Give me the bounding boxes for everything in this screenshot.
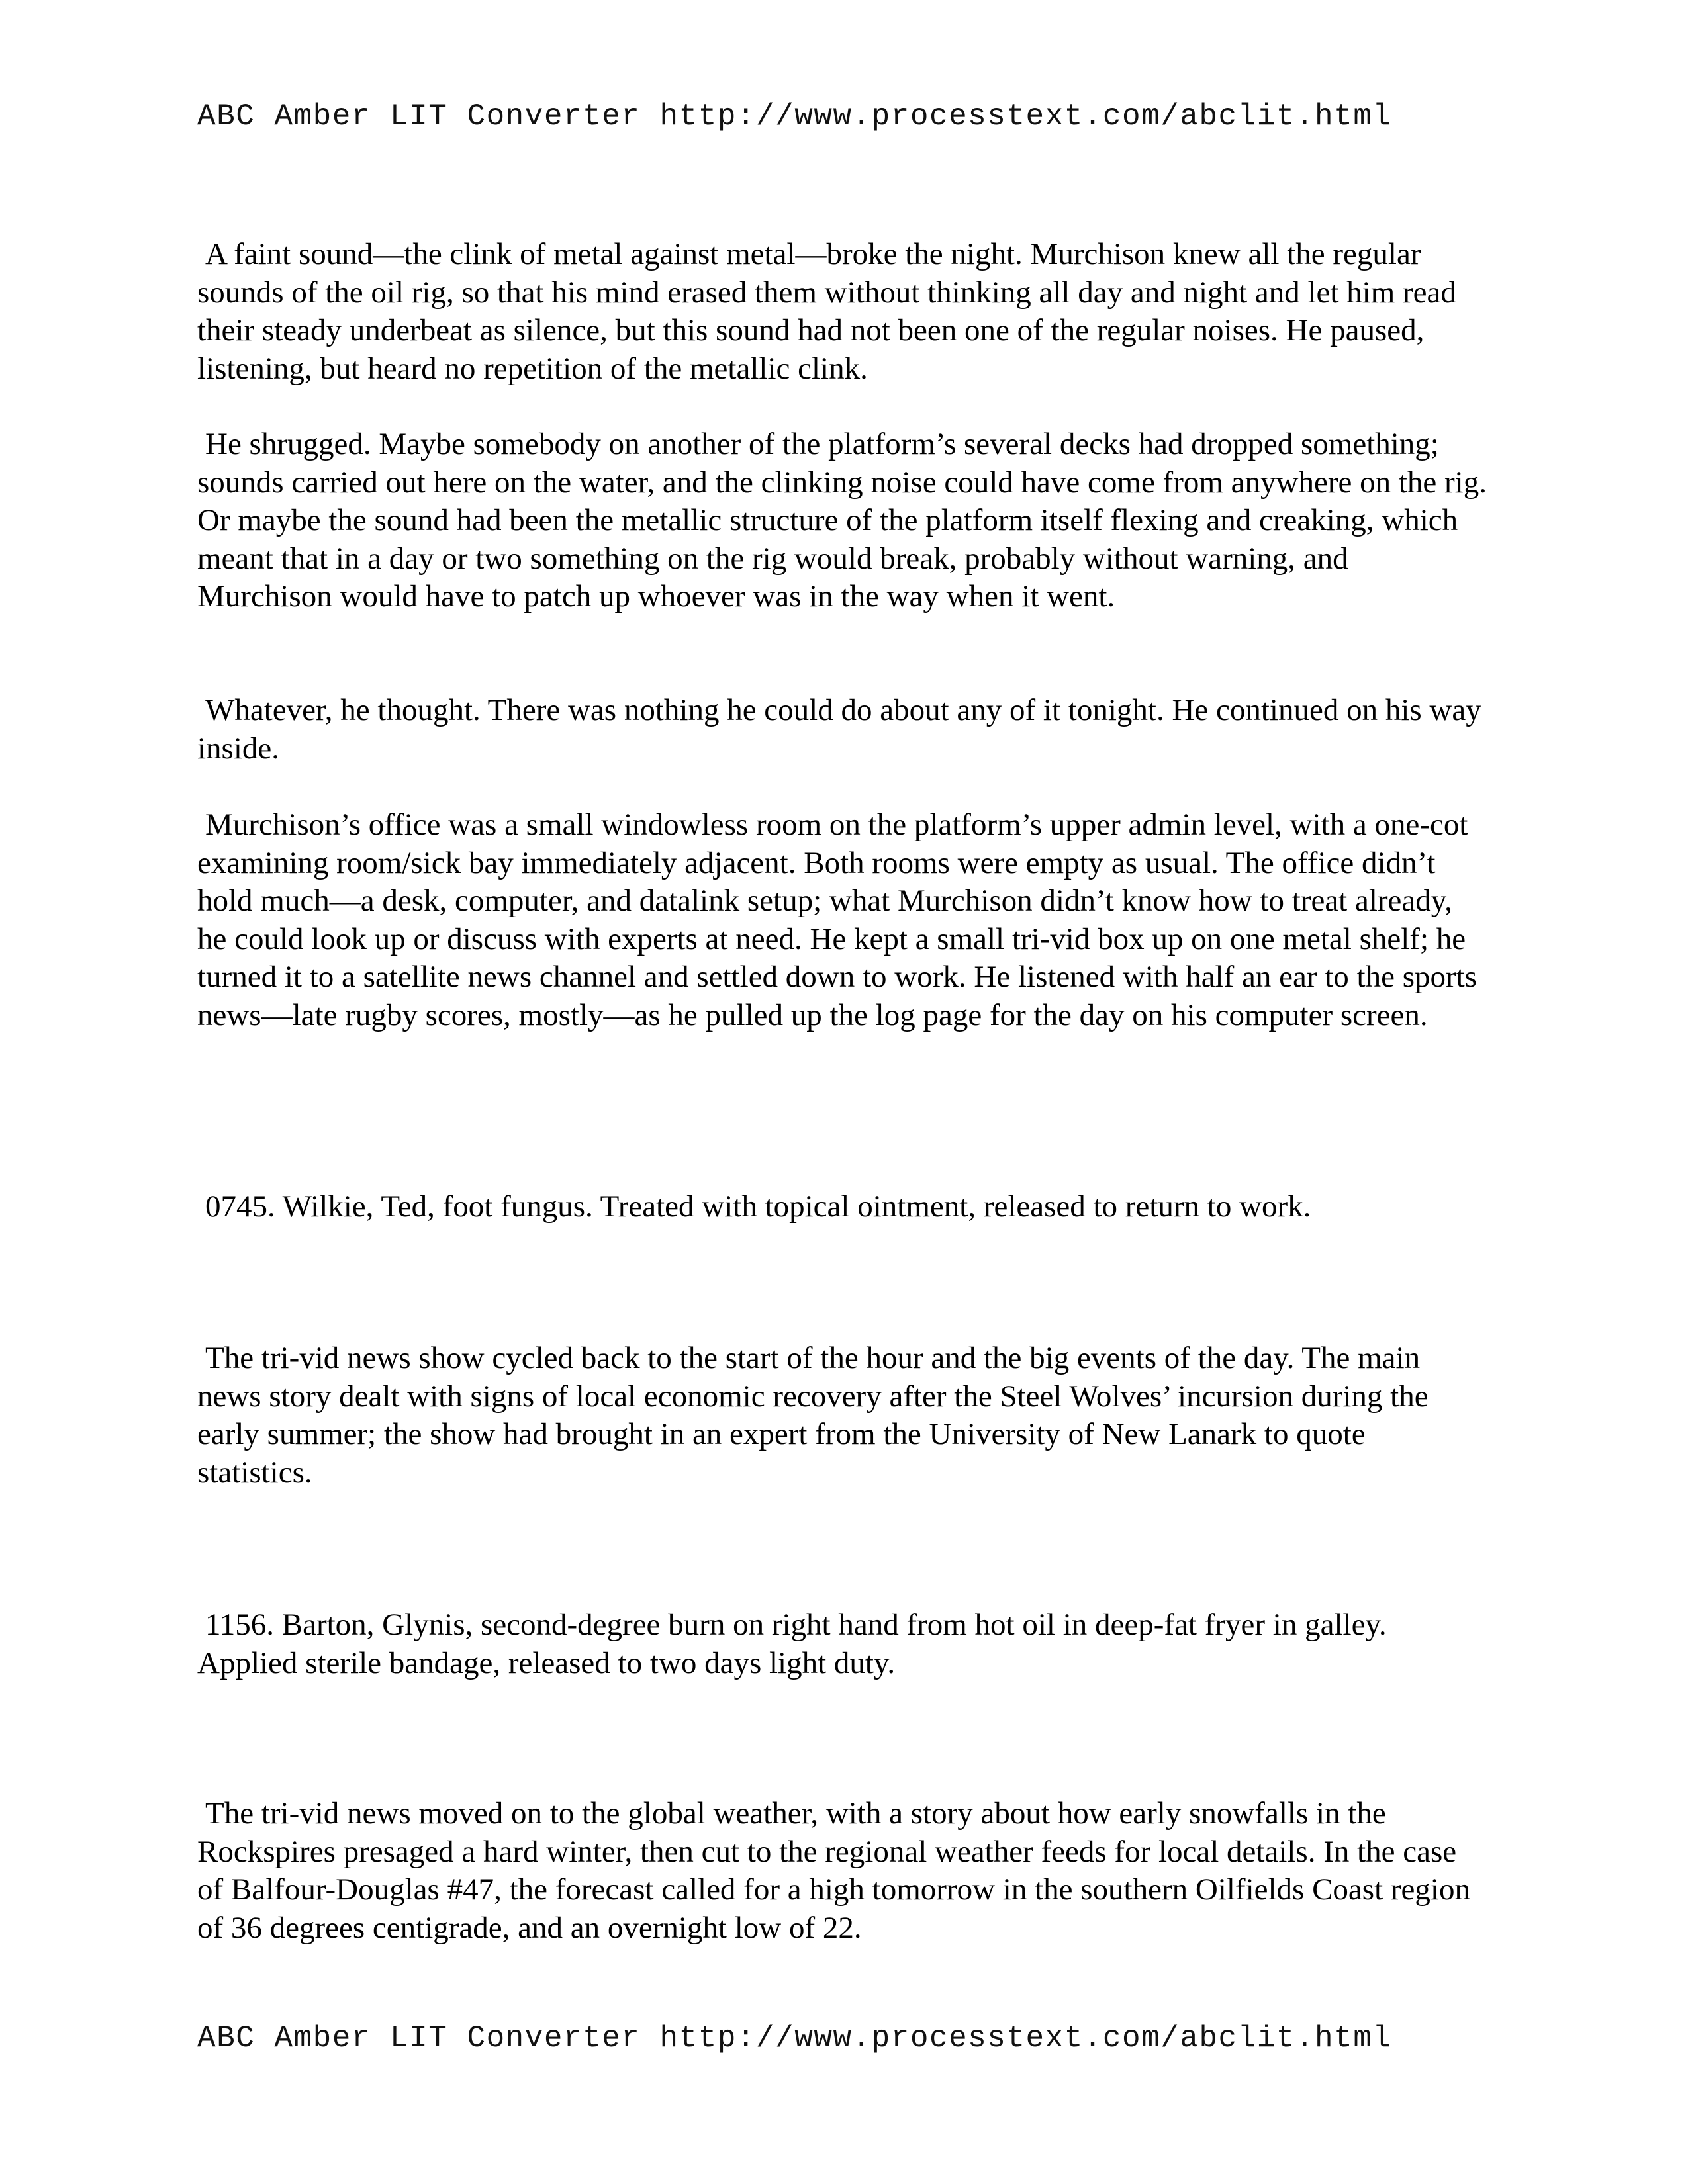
paragraph-shrugged: He shrugged. Maybe somebody on another of the platform’s several decks had dropped something; sounds carried out here on the water, and the clinking noise could have come from anywhere on the rig. Or maybe the sound had been the metallic structure of the platform itself flexing and creaking, which meant that in a day or two something on the rig would break, probably without warning, and Murchison would have to patch up whoever was in the way when it went. [197, 427, 1495, 614]
paragraph-news-cycle: The tri-vid news show cycled back to the start of the hour and the big events of the day. The main news story dealt with signs of local economic recovery after the Steel Wolves’ incursion during the early summer; the show had brought in an expert from the University of New Lanark to quote statistics. [197, 1341, 1436, 1490]
paragraph-office: Murchison’s office was a small windowless room on the platform’s upper admin level, with a one-cot examining room/sick bay immediately adjacent. Both rooms were empty as usual. The office didn’t hold much—a desk, computer, and datalink setup; what Murchison didn’t know how to treat already, he could look up or discuss with experts at need. He kept a small tri-vid box up on one metal shelf; he turned it to a satellite news channel and settled down to work. He listened with half an ear to the sports news—late rugby scores, mostly—as he pulled up the log page for the day on his computer screen. [197, 807, 1485, 1032]
paragraph-faint-sound: A faint sound—the clink of metal against metal—broke the night. Murchison knew all the regular sounds of the oil rig, so that his mind erased them without thinking all day and night and let him read their steady underbeat as silence, but this sound had not been one of the regular noises. He paused, listening, but heard no repetition of the metallic clink. [197, 237, 1464, 386]
page-header: ABC Amber LIT Converter http://www.processtext.com/abclit.html [197, 99, 1392, 134]
paragraph-whatever: Whatever, he thought. There was nothing he could do about any of it tonight. He continued on his way inside. [197, 693, 1489, 766]
log-entry-1156: 1156. Barton, Glynis, second-degree burn on right hand from hot oil in deep-fat fryer in galley. Applied sterile bandage, released to two days light duty. [197, 1608, 1393, 1680]
log-entry-0745: 0745. Wilkie, Ted, foot fungus. Treated with topical ointment, released to return to work. [205, 1189, 1311, 1224]
paragraph-weather: The tri-vid news moved on to the global weather, with a story about how early snowfalls in the Rockspires presaged a hard winter, then cut to the regional weather feeds for local details. In the case of Balfour-Douglas #47, the forecast called for a high tomorrow in the southern Oilfields Coast region of 36 degrees centigrade, and an overnight low of 22. [197, 1796, 1478, 1945]
page-footer: ABC Amber LIT Converter http://www.processtext.com/abclit.html [197, 2021, 1392, 2056]
